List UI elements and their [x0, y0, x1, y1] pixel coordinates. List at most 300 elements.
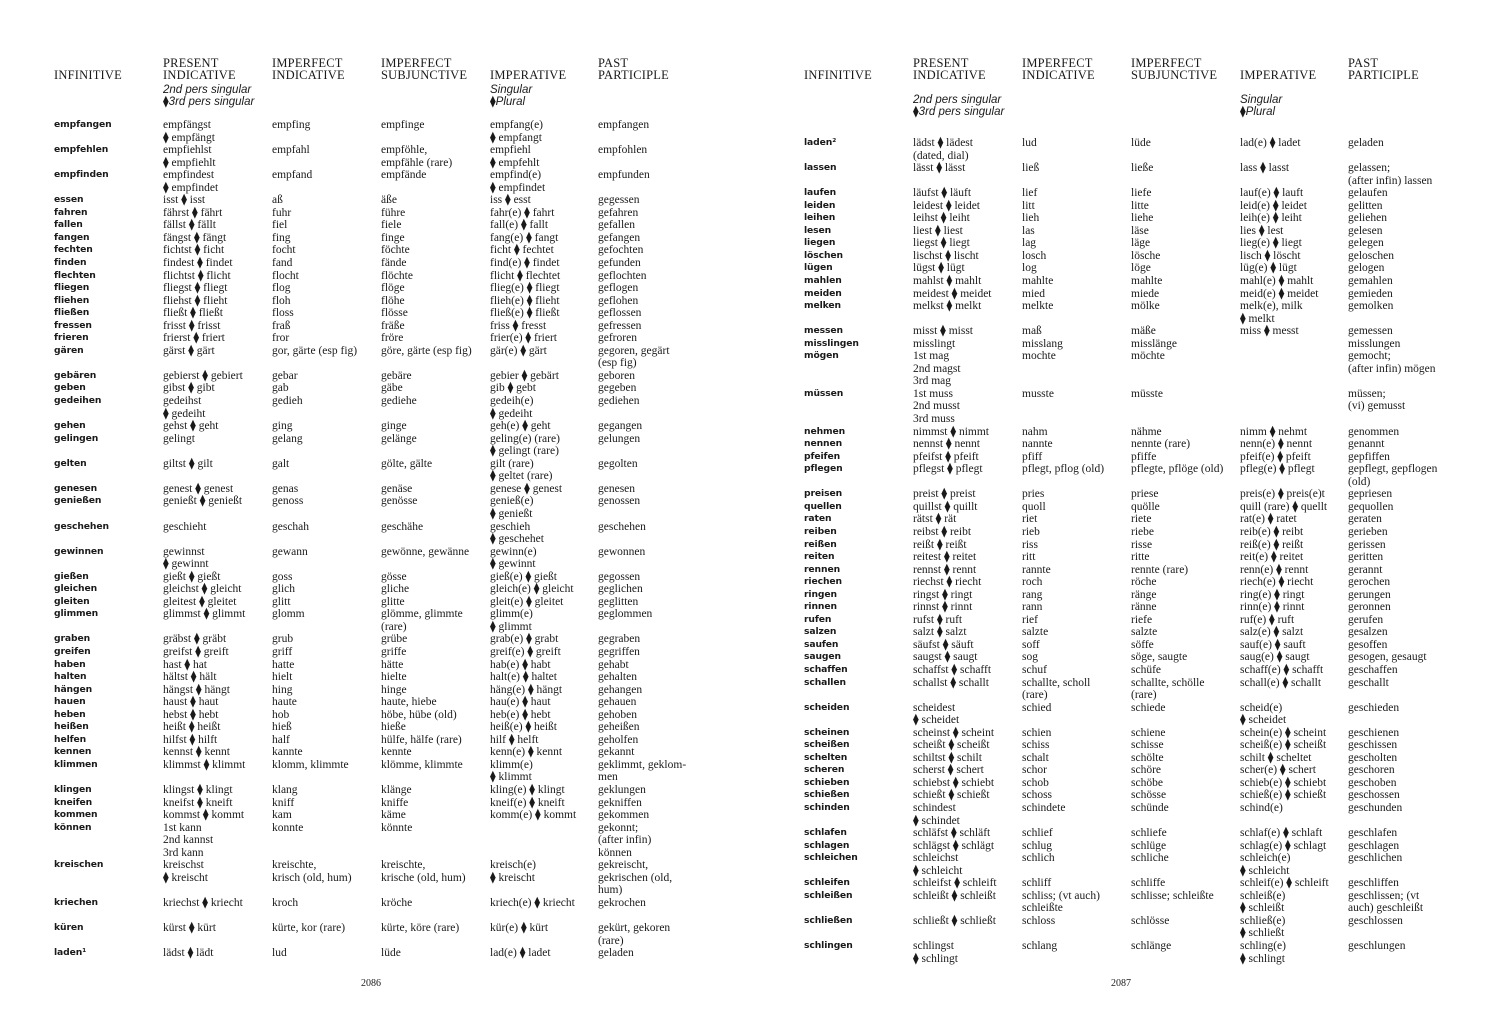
imperative-cell: rat(e) ⧫ ratet — [1240, 513, 1297, 526]
infinitive-cell: fliegen — [54, 282, 90, 294]
infinitive-cell: flechten — [54, 269, 96, 281]
imperative-cell: empfind(e) ⧫ empfindet — [490, 169, 546, 194]
imperfect-subjunctive-cell: schiede — [1131, 701, 1166, 714]
infinitive-cell: lassen — [804, 162, 837, 174]
imperative-cell: kriech(e) ⧫ kriecht — [490, 896, 575, 909]
present-indicative-cell: findest ⧫ findet — [163, 257, 233, 270]
imperative-cell: gär(e) ⧫ gärt — [490, 344, 547, 357]
infinitive-cell: melken — [804, 300, 841, 312]
imperfect-subjunctive-cell: müsste — [1131, 387, 1163, 400]
imperative-cell: melk(e), milk ⧫ melkt — [1240, 300, 1303, 325]
header-present-indicative: PRESENT INDICATIVE — [163, 55, 236, 83]
header-infinitive: INFINITIVE — [54, 68, 122, 83]
past-participle-cell: gekrochen — [598, 896, 646, 909]
infinitive-cell: fallen — [54, 219, 83, 231]
imperfect-indicative-cell: mahlte — [1022, 275, 1054, 288]
imperfect-indicative-cell: ließ — [1022, 162, 1040, 175]
present-indicative-cell: preist ⧫ preist — [913, 488, 976, 501]
table-row — [54, 822, 754, 860]
imperfect-subjunctive-cell: gelänge — [381, 432, 417, 445]
past-participle-cell: geschissen — [1348, 739, 1398, 752]
past-participle-cell: geschlossen — [1348, 914, 1403, 927]
infinitive-cell: leihen — [804, 212, 836, 224]
infinitive-cell: preisen — [804, 488, 843, 500]
past-participle-cell: geflochten — [598, 269, 647, 282]
past-participle-cell: misslungen — [1348, 337, 1401, 350]
imperative-cell: komm(e) ⧫ kommt — [490, 809, 577, 822]
past-participle-cell: gequollen — [1348, 500, 1394, 513]
table-row — [804, 677, 1500, 702]
imperfect-indicative-cell: gebar — [272, 369, 298, 382]
table-row — [804, 426, 1500, 439]
imperfect-indicative-cell: melkte — [1022, 300, 1054, 313]
imperfect-subjunctive-cell: höbe, hübe (old) — [381, 708, 457, 721]
imperative-cell: reib(e) ⧫ reibt — [1240, 525, 1304, 538]
infinitive-cell: glimmen — [54, 608, 99, 620]
imperfect-indicative-cell: pfiff — [1022, 450, 1043, 463]
infinitive-cell: pflegen — [804, 463, 843, 475]
imperfect-indicative-cell: grub — [272, 633, 294, 646]
imperfect-indicative-cell: schliss; (vt auch) schleißte — [1022, 889, 1100, 915]
past-participle-cell: gelassen; (after infin) lassen — [1348, 162, 1433, 187]
infinitive-cell: schleichen — [804, 852, 858, 864]
infinitive-cell: messen — [804, 325, 843, 337]
infinitive-cell: können — [54, 821, 92, 833]
imperative-cell: kenn(e) ⧫ kennt — [490, 746, 563, 759]
imperfect-subjunctive-cell: führe — [381, 206, 406, 219]
past-participle-cell: gegolten — [598, 457, 638, 470]
infinitive-cell: rufen — [804, 613, 832, 625]
infinitive-cell: greifen — [54, 645, 91, 657]
table-row — [804, 438, 1500, 451]
imperfect-subjunctive-cell: liehe — [1131, 212, 1154, 225]
table-row — [804, 200, 1500, 213]
past-participle-cell: empfangen — [598, 119, 650, 131]
table-row — [54, 295, 754, 308]
imperfect-indicative-cell: pflegt, pflog (old) — [1022, 463, 1105, 476]
imperfect-subjunctive-cell: glömme, glimmte (rare) — [381, 608, 463, 633]
past-participle-cell: gegriffen — [598, 645, 640, 658]
present-indicative-cell: gehst ⧫ geht — [163, 420, 219, 433]
table-row — [54, 546, 754, 571]
table-row — [804, 777, 1500, 790]
past-participle-cell: gescholten — [1348, 751, 1398, 764]
imperative-cell: schling(e) ⧫ schlingt — [1240, 940, 1286, 965]
imperfect-indicative-cell: lud — [272, 947, 287, 960]
imperfect-indicative-cell: schloss — [1022, 914, 1056, 927]
imperative-cell: nimm ⧫ nehmt — [1240, 425, 1308, 438]
present-indicative-cell: giltst ⧫ gilt — [163, 457, 213, 470]
imperfect-subjunctive-cell: schisse — [1131, 739, 1164, 752]
imperative-cell: häng(e) ⧫ hängt — [490, 683, 563, 696]
present-indicative-cell: schleichst ⧫ schleicht — [913, 852, 963, 877]
imperfect-indicative-cell: mied — [1022, 287, 1045, 300]
past-participle-cell: geglichen — [598, 583, 643, 596]
infinitive-cell: gären — [54, 344, 84, 356]
imperfect-indicative-cell: schallte, scholl (rare) — [1022, 676, 1091, 702]
imperative-cell: kneif(e) ⧫ kneift — [490, 796, 565, 809]
table-row — [54, 922, 754, 947]
past-participle-cell: gehalten — [598, 671, 637, 684]
imperfect-indicative-cell: maß — [1022, 325, 1042, 338]
imperative-cell: flicht ⧫ flechtet — [490, 269, 561, 282]
infinitive-cell: leiden — [804, 199, 836, 211]
table-row — [804, 702, 1500, 727]
imperative-cell: rinn(e) ⧫ rinnt — [1240, 601, 1305, 614]
infinitive-cell: genesen — [54, 482, 98, 494]
present-indicative-cell: 1st muss 2nd musst 3rd muss — [913, 387, 960, 426]
infinitive-cell: quellen — [804, 500, 842, 512]
table-row — [54, 370, 754, 383]
imperative-cell: greif(e) ⧫ greift — [490, 645, 561, 658]
table-row — [804, 187, 1500, 200]
imperfect-subjunctive-cell: hinge — [381, 683, 407, 696]
imperfect-subjunctive-cell: kröche — [381, 896, 413, 909]
imperfect-indicative-cell: schliff — [1022, 877, 1052, 890]
infinitive-cell: scheißen — [804, 739, 850, 751]
table-row — [54, 721, 754, 734]
present-indicative-cell: nennst ⧫ nennt — [913, 438, 981, 451]
imperfect-subjunctive-cell: gediehe — [381, 395, 417, 408]
infinitive-cell: kennen — [54, 746, 92, 758]
table-row — [804, 300, 1500, 325]
past-participle-cell: geschlissen; (vt auch) geschleißt — [1348, 889, 1424, 915]
imperfect-subjunctive-cell: hülfe, hälfe (rare) — [381, 733, 462, 746]
present-indicative-cell: schlägst ⧫ schlägt — [913, 839, 995, 852]
present-indicative-cell: hilfst ⧫ hilft — [163, 733, 218, 746]
imperfect-subjunctive-cell: flöge — [381, 282, 405, 295]
imperfect-indicative-cell: lag — [1022, 237, 1037, 250]
imperative-cell: flieg(e) ⧫ fliegt — [490, 282, 560, 295]
present-indicative-cell: gelingt — [163, 432, 195, 445]
present-indicative-cell: haust ⧫ haut — [163, 696, 219, 709]
header-imperfect-indicative: IMPERFECT INDICATIVE — [272, 55, 345, 83]
imperative-cell: lies ⧫ lest — [1240, 224, 1284, 237]
past-participle-cell: gemahlen — [1348, 275, 1393, 288]
infinitive-cell: scheinen — [804, 726, 850, 738]
present-indicative-cell: gleichst ⧫ gleicht — [163, 583, 242, 596]
imperative-cell: riech(e) ⧫ riecht — [1240, 576, 1314, 589]
table-row — [804, 250, 1500, 263]
imperfect-indicative-cell: riss — [1022, 538, 1038, 551]
table-row — [54, 633, 754, 646]
imperfect-indicative-cell: kürte, kor (rare) — [272, 922, 346, 934]
imperative-cell: find(e) ⧫ findet — [490, 257, 560, 270]
imperative-cell: lauf(e) ⧫ lauft — [1240, 187, 1304, 200]
infinitive-cell: frieren — [54, 332, 89, 344]
table-row — [54, 244, 754, 257]
imperative-cell: schleich(e) ⧫ schleicht — [1240, 852, 1291, 877]
present-indicative-cell: gießt ⧫ gießt — [163, 570, 221, 583]
imperative-cell: leid(e) ⧫ leidet — [1240, 199, 1307, 212]
past-participle-cell: gekannt — [598, 746, 635, 759]
imperfect-indicative-cell: gewann — [272, 545, 308, 558]
imperfect-subjunctive-cell: fröre — [381, 332, 404, 345]
imperfect-subjunctive-cell: schlüge — [1131, 839, 1167, 852]
infinitive-cell: gewinnen — [54, 545, 104, 557]
past-participle-cell: gemessen — [1348, 325, 1393, 338]
infinitive-cell: haben — [54, 658, 86, 670]
present-indicative-cell: reißt ⧫ reißt — [913, 538, 967, 551]
imperfect-subjunctive-cell: flöchte — [381, 269, 413, 282]
imperfect-indicative-cell: gelang — [272, 432, 303, 445]
infinitive-cell: fressen — [54, 319, 92, 331]
imperfect-indicative-cell: empfand — [272, 169, 313, 182]
imperative-cell: schließ(e) ⧫ schließt — [1240, 914, 1286, 940]
imperfect-subjunctive-cell: göre, gärte (esp fig) — [381, 344, 472, 357]
present-indicative-cell: ringst ⧫ ringt — [913, 588, 973, 601]
past-participle-cell: gerungen — [1348, 588, 1391, 601]
imperfect-subjunctive-cell: schlisse; schleißte — [1131, 889, 1214, 902]
present-indicative-cell: empfindest ⧫ empfindet — [163, 169, 219, 194]
imperfect-subjunctive-cell: nähme — [1131, 425, 1162, 438]
imperfect-subjunctive-cell: schölte — [1131, 751, 1164, 764]
past-participle-cell: gelesen — [1348, 224, 1383, 237]
imperfect-indicative-cell: fand — [272, 257, 293, 270]
infinitive-cell: klingen — [54, 783, 92, 795]
imperfect-subjunctive-cell: riebe — [1131, 525, 1154, 538]
table-row — [804, 589, 1500, 602]
imperfect-subjunctive-cell: lüde — [381, 947, 401, 960]
imperfect-subjunctive-cell: salzte — [1131, 626, 1158, 639]
table-row — [54, 332, 754, 345]
imperfect-indicative-cell: schor — [1022, 764, 1047, 777]
past-participle-cell: gegangen — [598, 420, 643, 433]
infinitive-cell: fechten — [54, 244, 93, 256]
table-row — [54, 746, 754, 759]
imperfect-subjunctive-cell: hieße — [381, 721, 406, 734]
verb-table — [804, 137, 1500, 965]
infinitive-cell: gelten — [54, 457, 87, 469]
table-row — [804, 539, 1500, 552]
imperfect-subjunctive-cell: mahlte — [1131, 275, 1163, 288]
present-indicative-cell: scherst ⧫ schert — [913, 764, 984, 777]
table-row — [54, 646, 754, 659]
infinitive-cell: heben — [54, 708, 86, 720]
table-row — [54, 232, 754, 245]
imperfect-subjunctive-cell: genäse — [381, 482, 413, 495]
imperfect-subjunctive-cell: schlänge — [1131, 940, 1172, 952]
imperfect-subjunctive-cell: kniffe — [381, 796, 409, 809]
past-participle-cell: geholfen — [598, 733, 639, 746]
imperative-cell: gieß(e) ⧫ gießt — [490, 570, 557, 583]
imperfect-subjunctive-cell: schösse — [1131, 789, 1167, 802]
past-participle-cell: gepriesen — [1348, 488, 1393, 501]
imperative-cell: schilt ⧫ scheltet — [1240, 751, 1312, 764]
table-row — [804, 501, 1500, 514]
past-participle-cell: genommen — [1348, 425, 1400, 438]
imperfect-indicative-cell: fiel — [272, 219, 288, 232]
past-participle-cell: geschallt — [1348, 676, 1389, 689]
table-row — [804, 325, 1500, 338]
imperfect-indicative-cell: nannte — [1022, 438, 1053, 451]
imperfect-subjunctive-cell: lösche — [1131, 249, 1161, 262]
imperfect-subjunctive-cell: schüfe — [1131, 663, 1162, 676]
table-row — [804, 664, 1500, 677]
present-indicative-cell: gedeihst ⧫ gedeiht — [163, 395, 206, 420]
imperfect-indicative-cell: kannte — [272, 746, 303, 759]
imperfect-indicative-cell: riet — [1022, 513, 1038, 526]
infinitive-cell: klimmen — [54, 758, 98, 770]
present-indicative-cell: pfeifst ⧫ pfeift — [913, 450, 979, 463]
imperfect-indicative-cell: schob — [1022, 776, 1049, 789]
imperfect-indicative-cell: ritt — [1022, 551, 1036, 564]
imperfect-subjunctive-cell: fände — [381, 257, 407, 270]
past-participle-cell: geschlungen — [1348, 940, 1406, 952]
past-participle-cell: gehauen — [598, 696, 637, 709]
imperfect-subjunctive-cell: haute, hiebe — [381, 696, 437, 709]
table-row — [54, 659, 754, 672]
past-participle-cell: geboren — [598, 369, 636, 382]
present-indicative-cell: gibst ⧫ gibt — [163, 382, 215, 395]
table-row — [804, 764, 1500, 777]
infinitive-cell: kriechen — [54, 896, 98, 908]
past-participle-cell: gerissen — [1348, 538, 1386, 551]
present-indicative-cell: meidest ⧫ meidet — [913, 287, 992, 300]
table-row — [804, 451, 1500, 464]
past-participle-cell: gefochten — [598, 244, 644, 257]
imperfect-indicative-cell: flocht — [272, 269, 299, 282]
present-indicative-cell: 1st mag 2nd magst 3rd mag — [913, 350, 961, 388]
past-participle-cell: gekniffen — [598, 796, 642, 809]
infinitive-cell: empfangen — [54, 119, 112, 130]
past-participle-cell: gelitten — [1348, 199, 1383, 212]
verb-table — [54, 119, 754, 960]
imperative-cell: flieh(e) ⧫ flieht — [490, 294, 560, 307]
imperfect-indicative-cell: hob — [272, 708, 290, 721]
imperfect-subjunctive-cell: liefe — [1131, 187, 1152, 200]
imperfect-subjunctive-cell: hielte — [381, 671, 407, 684]
imperfect-indicative-cell: mochte — [1022, 350, 1056, 363]
present-indicative-cell: saugst ⧫ saugt — [913, 651, 978, 664]
imperative-cell: kreisch(e) ⧫ kreischt — [490, 859, 536, 884]
imperfect-subjunctive-cell: ränne — [1131, 601, 1157, 614]
header-infinitive: INFINITIVE — [804, 68, 872, 83]
header-present-indicative: PRESENT INDICATIVE — [913, 55, 986, 83]
present-indicative-cell: glimmst ⧫ glimmt — [163, 608, 246, 621]
imperative-cell: scher(e) ⧫ schert — [1240, 764, 1316, 777]
table-row — [804, 237, 1500, 250]
present-indicative-cell: reibst ⧫ reibt — [913, 525, 972, 538]
past-participle-cell: gerieben — [1348, 525, 1388, 538]
infinitive-cell: ringen — [804, 588, 837, 600]
imperfect-indicative-cell: rieb — [1022, 525, 1040, 538]
table-row — [54, 608, 754, 633]
table-row — [54, 420, 754, 433]
imperative-cell: empfiehl ⧫ empfehlt — [490, 144, 540, 169]
present-indicative-cell: schläfst ⧫ schläft — [913, 827, 991, 840]
table-row — [54, 684, 754, 697]
present-indicative-cell: fließt ⧫ fließt — [163, 307, 223, 320]
past-participle-cell: gefahren — [598, 206, 639, 219]
imperfect-indicative-cell: flog — [272, 282, 291, 295]
present-indicative-cell: fliehst ⧫ flieht — [163, 294, 228, 307]
imperfect-indicative-cell: kroch — [272, 896, 299, 909]
present-indicative-cell: kriechst ⧫ kriecht — [163, 896, 243, 909]
imperative-cell: schall(e) ⧫ schallt — [1240, 676, 1322, 689]
imperfect-subjunctive-cell: ritte — [1131, 551, 1150, 564]
imperfect-subjunctive-cell: riefe — [1131, 613, 1153, 626]
table-row — [804, 564, 1500, 577]
imperfect-indicative-cell: konnte — [272, 821, 304, 834]
imperative-subheader: Singular ⧫Plural — [490, 84, 533, 109]
infinitive-cell: schleißen — [804, 889, 853, 901]
table-row — [54, 257, 754, 270]
imperfect-indicative-cell: empfahl — [272, 144, 310, 157]
present-indicative-cell: greifst ⧫ greift — [163, 645, 229, 658]
imperfect-subjunctive-cell: möchte — [1131, 350, 1165, 363]
imperative-cell: gleich(e) ⧫ gleicht — [490, 583, 574, 596]
past-participle-cell: geschaffen — [1348, 663, 1398, 676]
imperfect-subjunctive-cell: flöhe — [381, 294, 405, 307]
table-row — [804, 639, 1500, 652]
table-row — [54, 521, 754, 546]
imperfect-indicative-cell: hatte — [272, 658, 295, 671]
imperfect-subjunctive-cell: riete — [1131, 513, 1152, 526]
past-participle-cell: gefressen — [598, 319, 642, 332]
past-participle-cell: geschunden — [1348, 801, 1403, 814]
infinitive-cell: lügen — [804, 262, 833, 274]
infinitive-cell: geben — [54, 382, 86, 394]
imperative-cell: schind(e) — [1240, 801, 1283, 814]
table-row — [54, 671, 754, 684]
present-indicative-cell: fällst ⧫ fällt — [163, 219, 216, 232]
imperfect-indicative-cell: ging — [272, 420, 293, 433]
present-indicative-cell: nimmst ⧫ nimmt — [913, 425, 989, 438]
table-row — [804, 727, 1500, 740]
imperfect-subjunctive-cell: finge — [381, 231, 405, 244]
imperfect-subjunctive-cell: glitte — [381, 595, 405, 608]
imperative-cell: geling(e) (rare) ⧫ gelingt (rare) — [490, 432, 560, 458]
past-participle-cell: gegeben — [598, 382, 637, 395]
imperative-cell: friss ⧫ fresst — [490, 319, 547, 332]
past-participle-cell: geglitten — [598, 595, 639, 608]
table-row — [804, 890, 1500, 915]
page-number: 2087 — [1111, 978, 1131, 989]
present-indicative-cell: kreischst ⧫ kreischt — [163, 859, 208, 884]
infinitive-cell: empfinden — [54, 169, 109, 181]
imperative-cell: fließ(e) ⧫ fließt — [490, 307, 560, 320]
imperfect-subjunctive-cell: geschähe — [381, 520, 424, 533]
imperative-cell: quill (rare) ⧫ quellt — [1240, 500, 1328, 513]
infinitive-cell: scheren — [804, 764, 845, 776]
imperfect-indicative-cell: lud — [1022, 137, 1037, 149]
imperfect-subjunctive-cell: söffe — [1131, 638, 1154, 651]
imperfect-indicative-cell: gor, gärte (esp fig) — [272, 344, 358, 357]
imperfect-indicative-cell: fuhr — [272, 206, 292, 219]
imperfect-indicative-cell: rang — [1022, 588, 1043, 601]
imperfect-subjunctive-cell: kreischte, krische (old, hum) — [381, 859, 466, 884]
past-participle-cell: gekonnt; (after infin) können — [598, 821, 652, 859]
present-indicative-cell: kennst ⧫ kennt — [163, 746, 231, 759]
table-row — [804, 338, 1500, 351]
infinitive-cell: salzen — [804, 626, 837, 638]
infinitive-cell: reißen — [804, 538, 837, 550]
present-indicative-cell: kneifst ⧫ kneift — [163, 796, 233, 809]
infinitive-cell: müssen — [804, 387, 844, 399]
present-indicative-cell: isst ⧫ isst — [163, 194, 206, 207]
infinitive-cell: rennen — [804, 563, 841, 575]
present-indicative-cell: fliegst ⧫ fliegt — [163, 282, 228, 295]
imperative-cell: preis(e) ⧫ preis(e)t — [1240, 488, 1325, 501]
imperfect-subjunctive-cell: ränge — [1131, 588, 1157, 601]
imperfect-subjunctive-cell: fiele — [381, 219, 402, 232]
imperfect-subjunctive-cell: pfiffe — [1131, 450, 1157, 463]
imperfect-subjunctive-cell: mölke — [1131, 300, 1160, 313]
infinitive-cell: gelingen — [54, 432, 99, 444]
imperative-cell: ring(e) ⧫ ringt — [1240, 588, 1305, 601]
imperative-cell: schlaf(e) ⧫ schlaft — [1240, 827, 1323, 840]
